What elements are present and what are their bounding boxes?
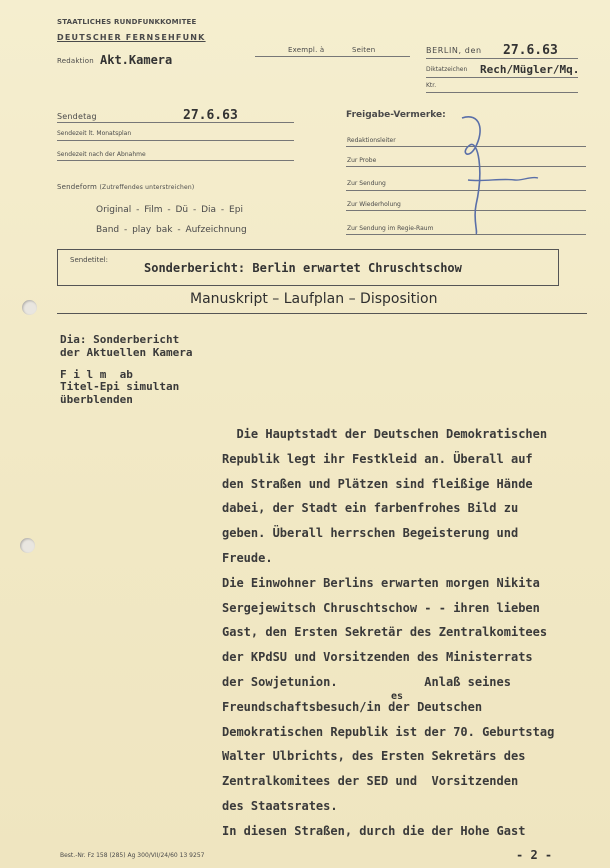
sendezeit-abnahme-label: Sendezeit nach der Abnahme xyxy=(57,151,146,158)
note-line: Dia: Sonderbericht xyxy=(60,333,180,346)
header-date: 27.6.63 xyxy=(503,43,558,58)
exempl-label: Exempl. à xyxy=(288,46,325,54)
format-playback: play bak xyxy=(132,225,173,235)
sendetag-label: Sendetag xyxy=(57,112,97,121)
note-line: F i l m ab xyxy=(60,367,133,381)
sendetag-rule xyxy=(57,122,294,123)
org-subname: DEUTSCHER FERNSEHFUNK xyxy=(57,33,206,42)
punch-hole-top xyxy=(22,300,37,315)
format-epi: Epi xyxy=(229,205,243,215)
print-code: Best.-Nr. Fz 158 (285) Ag 300/VII/24/60 13 9257 xyxy=(60,852,205,859)
body-line: In diesen Straßen, durch die der Hohe Gast xyxy=(222,823,526,838)
redaktion-label: Redaktion xyxy=(57,57,94,65)
format-aufzeichnung: Aufzeichnung xyxy=(185,225,247,235)
sendetitel-label: Sendetitel: xyxy=(70,256,108,264)
body-line: den Straßen und Plätzen sind fleißige Hände xyxy=(222,476,533,491)
sendezeit-abnahme-rule xyxy=(57,160,294,161)
section-title: Manuskript – Laufplan – Disposition xyxy=(190,291,438,307)
note-line: überblenden xyxy=(60,393,133,407)
body-line: Freude. xyxy=(222,550,273,565)
format-due: Dü xyxy=(175,205,189,215)
freigabe-item-regie: Zur Sendung im Regie-Raum xyxy=(347,225,434,232)
format-original: Original xyxy=(96,205,132,215)
left-stage-notes xyxy=(60,334,192,407)
signature-icon xyxy=(440,110,550,240)
body-line: Die Einwohner Berlins erwarten morgen Nikita xyxy=(222,575,540,590)
format-band: Band xyxy=(96,225,120,235)
body-line: Demokratischen Republik ist der 70. Geburtstag xyxy=(222,724,555,739)
body-line: Die Hauptstadt der Deutschen Demokratischen xyxy=(222,427,548,441)
sendeform-label xyxy=(57,183,194,191)
body-line: dabei, der Stadt ein farbenfrohes Bild zu xyxy=(222,501,519,516)
body-line: Walter Ulbrichts, des Ersten Sekretärs des xyxy=(222,749,526,764)
freigabe-item-redaktionsleiter: Redaktionsleiter xyxy=(347,137,396,144)
seiten-label: Seiten xyxy=(352,46,376,54)
note-line: Titel-Epi simultan xyxy=(60,380,180,394)
body-line: Sergejewitsch Chruschtschow - - ihren lieben xyxy=(222,600,540,615)
sendeform-row2: Band - play bak - Aufzeichnung xyxy=(96,225,247,235)
note-line: der Aktuellen Kamera xyxy=(60,345,193,359)
body-line: der KPdSU und Vorsitzenden des Ministerrats xyxy=(222,650,533,665)
body-line: geben. Überall herrschen Begeisterung und xyxy=(222,526,519,541)
sendezeit-plan-label: Sendezeit lt. Monatsplan xyxy=(57,130,132,137)
sendetitel-value: Sonderbericht: Berlin erwartet Chruschtschow xyxy=(144,261,462,275)
body-line: Zentralkomitees der SED und Vorsitzenden xyxy=(222,774,519,789)
section-rule xyxy=(57,313,587,314)
body-line: Freundschaftsbesuch/in der Deutschen xyxy=(222,699,483,714)
sendeform-note: (Zutreffendes unterstreichen) xyxy=(99,184,195,191)
freigabe-heading: Freigabe-Vermerke: xyxy=(346,110,446,120)
format-film: Film xyxy=(144,205,163,215)
interlinear-insert: es xyxy=(391,691,404,702)
body-line: der Sowjetunion. Anlaß seines xyxy=(222,674,511,689)
redaktion-value: Akt.Kamera xyxy=(100,53,173,67)
ktr-rule xyxy=(426,92,578,93)
body-line: des Staatsrates. xyxy=(222,798,338,813)
sendezeit-plan-rule xyxy=(57,140,294,141)
manuscript-body xyxy=(222,422,592,844)
freigabe-item-sendung: Zur Sendung xyxy=(347,180,386,187)
exempl-rule xyxy=(255,56,410,57)
format-dia: Dia xyxy=(201,205,217,215)
sendetitel-box xyxy=(57,249,559,286)
diktatzeichen-value: Rech/Mügler/Mq. xyxy=(480,63,580,76)
body-line: Republik legt ihr Festkleid an. Überall auf xyxy=(222,451,533,466)
sendetag-value: 27.6.63 xyxy=(183,108,238,123)
ktr-label: Ktr. xyxy=(426,82,437,89)
punch-hole-bottom xyxy=(20,538,35,553)
org-name: STAATLICHES RUNDFUNKKOMITEE xyxy=(57,18,197,26)
city-label: BERLIN, den xyxy=(426,46,482,55)
freigabe-item-wiederholung: Zur Wiederholung xyxy=(347,201,401,208)
body-line: Gast, den Ersten Sekretär des Zentralkomitees xyxy=(222,625,548,640)
diktat-rule xyxy=(426,77,578,78)
freigabe-item-probe: Zur Probe xyxy=(347,157,377,164)
page-number: - 2 - xyxy=(516,848,553,862)
sendeform-title: Sendeform xyxy=(57,183,98,191)
date-rule xyxy=(426,58,578,59)
sendeform-row1: Original - Film - Dü - Dia - Epi xyxy=(96,205,243,215)
diktatzeichen-label: Diktatzeichen xyxy=(426,66,468,73)
